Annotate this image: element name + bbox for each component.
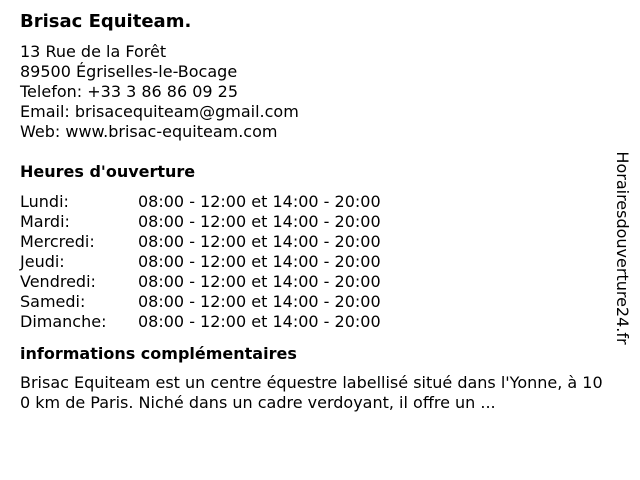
- hours-row-wednesday: [20, 232, 610, 252]
- phone-line: Telefon: +33 3 86 86 09 25: [20, 82, 239, 101]
- time-range: 08:00 - 12:00 et 14:00 - 20:00: [138, 212, 381, 231]
- opening-hours-table: [20, 192, 610, 332]
- hours-row-tuesday: [20, 212, 610, 232]
- web-line: Web: www.brisac-equiteam.com: [20, 122, 278, 141]
- hours-row-friday: [20, 272, 610, 292]
- day-label: Mercredi:: [20, 232, 95, 251]
- business-name: Brisac Equiteam.: [20, 11, 192, 32]
- time-range: 08:00 - 12:00 et 14:00 - 20:00: [138, 192, 381, 211]
- hours-row-thursday: [20, 252, 610, 272]
- additional-info-heading: informations complémentaires: [20, 344, 297, 363]
- day-label: Samedi:: [20, 292, 86, 311]
- day-label: Vendredi:: [20, 272, 96, 291]
- email-line: Email: brisacequiteam@gmail.com: [20, 102, 299, 121]
- time-range: 08:00 - 12:00 et 14:00 - 20:00: [138, 252, 381, 271]
- day-label: Jeudi:: [20, 252, 65, 271]
- address-city: 89500 Égriselles-le-Bocage: [20, 62, 238, 81]
- business-description: Brisac Equiteam est un centre équestre labellisé situé dans l'Yonne, à 100 km de Paris. Niché dans un cadre verdoyant, il offre un ...: [20, 373, 603, 412]
- address-street: 13 Rue de la Forêt: [20, 42, 167, 61]
- hours-row-saturday: [20, 292, 610, 312]
- day-label: Lundi:: [20, 192, 69, 211]
- business-card: [20, 10, 610, 413]
- time-range: 08:00 - 12:00 et 14:00 - 20:00: [138, 272, 381, 291]
- opening-hours-heading: Heures d'ouverture: [20, 162, 196, 181]
- hours-row-sunday: [20, 312, 610, 332]
- day-label: Dimanche:: [20, 312, 107, 331]
- time-range: 08:00 - 12:00 et 14:00 - 20:00: [138, 312, 381, 331]
- site-watermark: Horairesdouverture24.fr: [613, 151, 632, 345]
- time-range: 08:00 - 12:00 et 14:00 - 20:00: [138, 232, 381, 251]
- day-label: Mardi:: [20, 212, 70, 231]
- hours-row-monday: [20, 192, 610, 212]
- time-range: 08:00 - 12:00 et 14:00 - 20:00: [138, 292, 381, 311]
